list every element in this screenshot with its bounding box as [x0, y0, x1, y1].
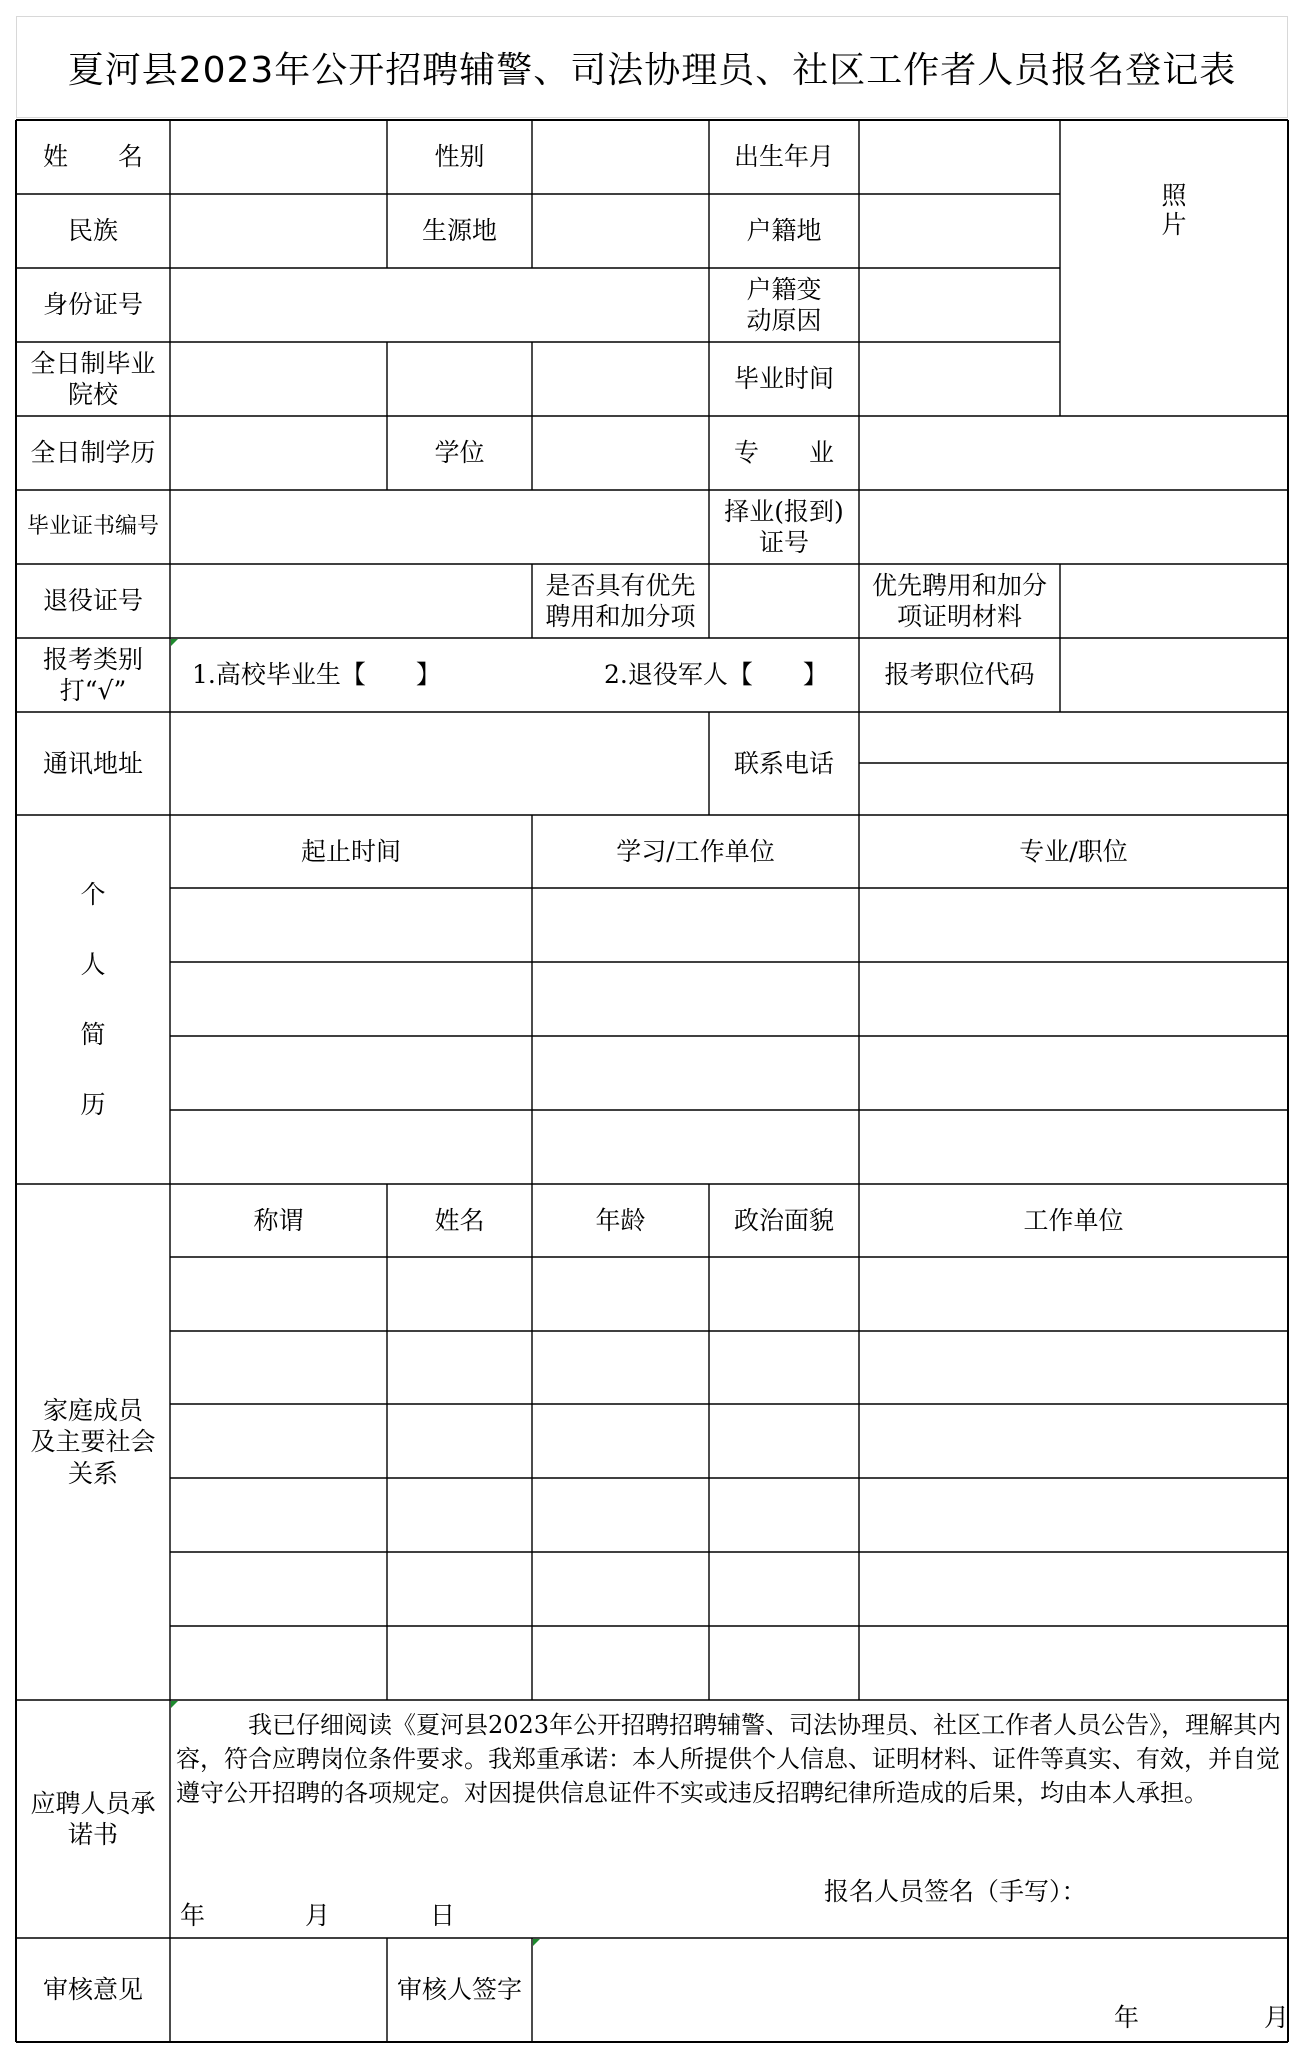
label-resume: 个 人 简 历	[80, 880, 106, 1119]
family-name-field[interactable]	[389, 1406, 530, 1476]
resume-unit-field[interactable]	[534, 1038, 857, 1108]
job-cert-field[interactable]	[861, 492, 1286, 562]
gender-field[interactable]	[534, 122, 707, 192]
family-unit-field[interactable]	[861, 1554, 1286, 1624]
family-politics-field[interactable]	[711, 1406, 857, 1476]
label-job-cert: 择业(报到) 证号	[724, 496, 844, 557]
birth-field[interactable]	[861, 122, 1058, 192]
resume-period-field[interactable]	[172, 890, 530, 960]
label-position-code: 报考职位代码	[884, 660, 1035, 690]
family-name-field[interactable]	[389, 1259, 530, 1329]
resume-header-post: 专业/职位	[1019, 836, 1128, 866]
label-cert-no: 毕业证书编号	[26, 514, 159, 540]
photo-area[interactable]: 照 片	[1161, 181, 1187, 239]
family-politics-field[interactable]	[711, 1333, 857, 1402]
resume-header-unit: 学习/工作单位	[616, 836, 775, 866]
family-header-age: 年龄	[595, 1205, 646, 1235]
family-relation-field[interactable]	[172, 1333, 385, 1402]
category-option-graduate[interactable]: 1.高校毕业生【 】	[192, 660, 441, 690]
phone-field-2[interactable]	[861, 765, 1286, 813]
category-option-veteran[interactable]: 2.退役军人【 】	[604, 660, 828, 690]
grad-time-field[interactable]	[861, 344, 1058, 414]
major-field[interactable]	[861, 418, 1286, 488]
label-school: 全日制毕业 院校	[30, 348, 156, 409]
pledge-signature-line[interactable]: 报名人员签名（手写）：	[824, 1877, 1087, 1907]
label-priority: 是否具有优先 聘用和加分项	[545, 570, 696, 631]
family-politics-field[interactable]	[711, 1480, 857, 1550]
label-birth: 出生年月	[733, 142, 834, 172]
resume-period-field[interactable]	[172, 1038, 530, 1108]
label-phone: 联系电话	[733, 748, 834, 778]
label-household: 户籍地	[746, 216, 822, 246]
family-unit-field[interactable]	[861, 1333, 1286, 1402]
label-ethnicity: 民族	[67, 216, 118, 246]
family-name-field[interactable]	[389, 1554, 530, 1624]
pledge-text: 我已仔细阅读《夏河县2023年公开招聘招聘辅警、司法协理员、社区工作者人员公告》，理解其内容，符合应聘岗位条件要求。我郑重承诺：本人所提供个人信息、证明材料、证件等真实、有效，并自觉遵守公开招聘的各项规定。对因提供信息证件不实或违反招聘纪律所造成的后果，均由本人承担。	[176, 1711, 1282, 1807]
family-relation-field[interactable]	[172, 1259, 385, 1329]
family-unit-field[interactable]	[861, 1480, 1286, 1550]
family-name-field[interactable]	[389, 1628, 530, 1698]
pledge-date-line[interactable]: 年 月 日	[180, 1901, 456, 1931]
comment-marker-icon	[171, 639, 178, 646]
resume-post-field[interactable]	[861, 1038, 1286, 1108]
family-header-politics: 政治面貌	[733, 1205, 834, 1235]
resume-period-field[interactable]	[172, 964, 530, 1034]
family-relation-field[interactable]	[172, 1406, 385, 1476]
label-veteran-cert: 退役证号	[42, 586, 143, 616]
label-pledge: 应聘人员承 诺书	[30, 1788, 156, 1849]
phone-field[interactable]	[861, 714, 1286, 761]
priority-field[interactable]	[711, 566, 857, 636]
label-household-change: 户籍变 动原因	[746, 274, 822, 335]
family-age-field[interactable]	[534, 1554, 707, 1624]
education-field[interactable]	[172, 418, 385, 488]
review-opinion-field[interactable]	[172, 1940, 385, 2040]
label-review-opinion: 审核意见	[42, 1975, 143, 2005]
position-code-field[interactable]	[1062, 640, 1286, 710]
label-reviewer-sign: 审核人签字	[396, 1975, 522, 2005]
label-gender: 性别	[434, 142, 485, 172]
id-number-field[interactable]	[172, 270, 707, 340]
family-unit-field[interactable]	[861, 1628, 1286, 1698]
resume-unit-field[interactable]	[534, 1112, 857, 1182]
label-id-number: 身份证号	[42, 290, 143, 320]
resume-post-field[interactable]	[861, 1112, 1286, 1182]
family-unit-field[interactable]	[861, 1406, 1286, 1476]
resume-post-field[interactable]	[861, 890, 1286, 960]
household-change-field[interactable]	[861, 270, 1058, 340]
address-field[interactable]	[172, 714, 707, 813]
review-date-line[interactable]: 年 月	[1114, 2003, 1290, 2033]
degree-field[interactable]	[534, 418, 707, 488]
family-header-relation: 称谓	[253, 1205, 304, 1235]
family-header-name: 姓名	[434, 1205, 485, 1235]
priority-proof-field[interactable]	[1062, 566, 1286, 636]
veteran-cert-field[interactable]	[172, 566, 530, 636]
school-field[interactable]	[172, 344, 707, 414]
family-age-field[interactable]	[534, 1628, 707, 1698]
family-name-field[interactable]	[389, 1480, 530, 1550]
family-unit-field[interactable]	[861, 1259, 1286, 1329]
family-header-unit: 工作单位	[1023, 1205, 1124, 1235]
label-name: 姓 名	[42, 142, 143, 172]
family-politics-field[interactable]	[711, 1554, 857, 1624]
form-title: 夏河县2023年公开招聘辅警、司法协理员、社区工作者人员报名登记表	[16, 16, 1288, 118]
label-priority-proof: 优先聘用和加分 项证明材料	[871, 570, 1047, 631]
resume-period-field[interactable]	[172, 1112, 530, 1182]
origin-field[interactable]	[534, 196, 707, 266]
family-age-field[interactable]	[534, 1333, 707, 1402]
resume-header-period: 起止时间	[300, 836, 401, 866]
family-name-field[interactable]	[389, 1333, 530, 1402]
label-education: 全日制学历	[30, 438, 156, 468]
label-address: 通讯地址	[42, 748, 143, 778]
resume-post-field[interactable]	[861, 964, 1286, 1034]
comment-marker-icon	[533, 1939, 540, 1946]
label-origin: 生源地	[421, 216, 497, 246]
label-category: 报考类别 打“√”	[42, 644, 143, 705]
label-grad-time: 毕业时间	[733, 364, 834, 394]
resume-unit-field[interactable]	[534, 890, 857, 960]
label-major: 专 业	[733, 438, 834, 468]
resume-unit-field[interactable]	[534, 964, 857, 1034]
household-field[interactable]	[861, 196, 1058, 266]
family-politics-field[interactable]	[711, 1628, 857, 1698]
family-relation-field[interactable]	[172, 1554, 385, 1624]
family-age-field[interactable]	[534, 1259, 707, 1329]
family-politics-field[interactable]	[711, 1259, 857, 1329]
family-relation-field[interactable]	[172, 1480, 385, 1550]
ethnicity-field[interactable]	[172, 196, 385, 266]
cert-no-field[interactable]	[172, 492, 707, 562]
label-family: 家庭成员 及主要社会 关系	[30, 1396, 156, 1488]
comment-marker-icon	[171, 1701, 178, 1708]
label-degree: 学位	[434, 438, 485, 468]
family-age-field[interactable]	[534, 1480, 707, 1550]
name-field[interactable]	[172, 122, 385, 192]
family-relation-field[interactable]	[172, 1628, 385, 1698]
family-age-field[interactable]	[534, 1406, 707, 1476]
